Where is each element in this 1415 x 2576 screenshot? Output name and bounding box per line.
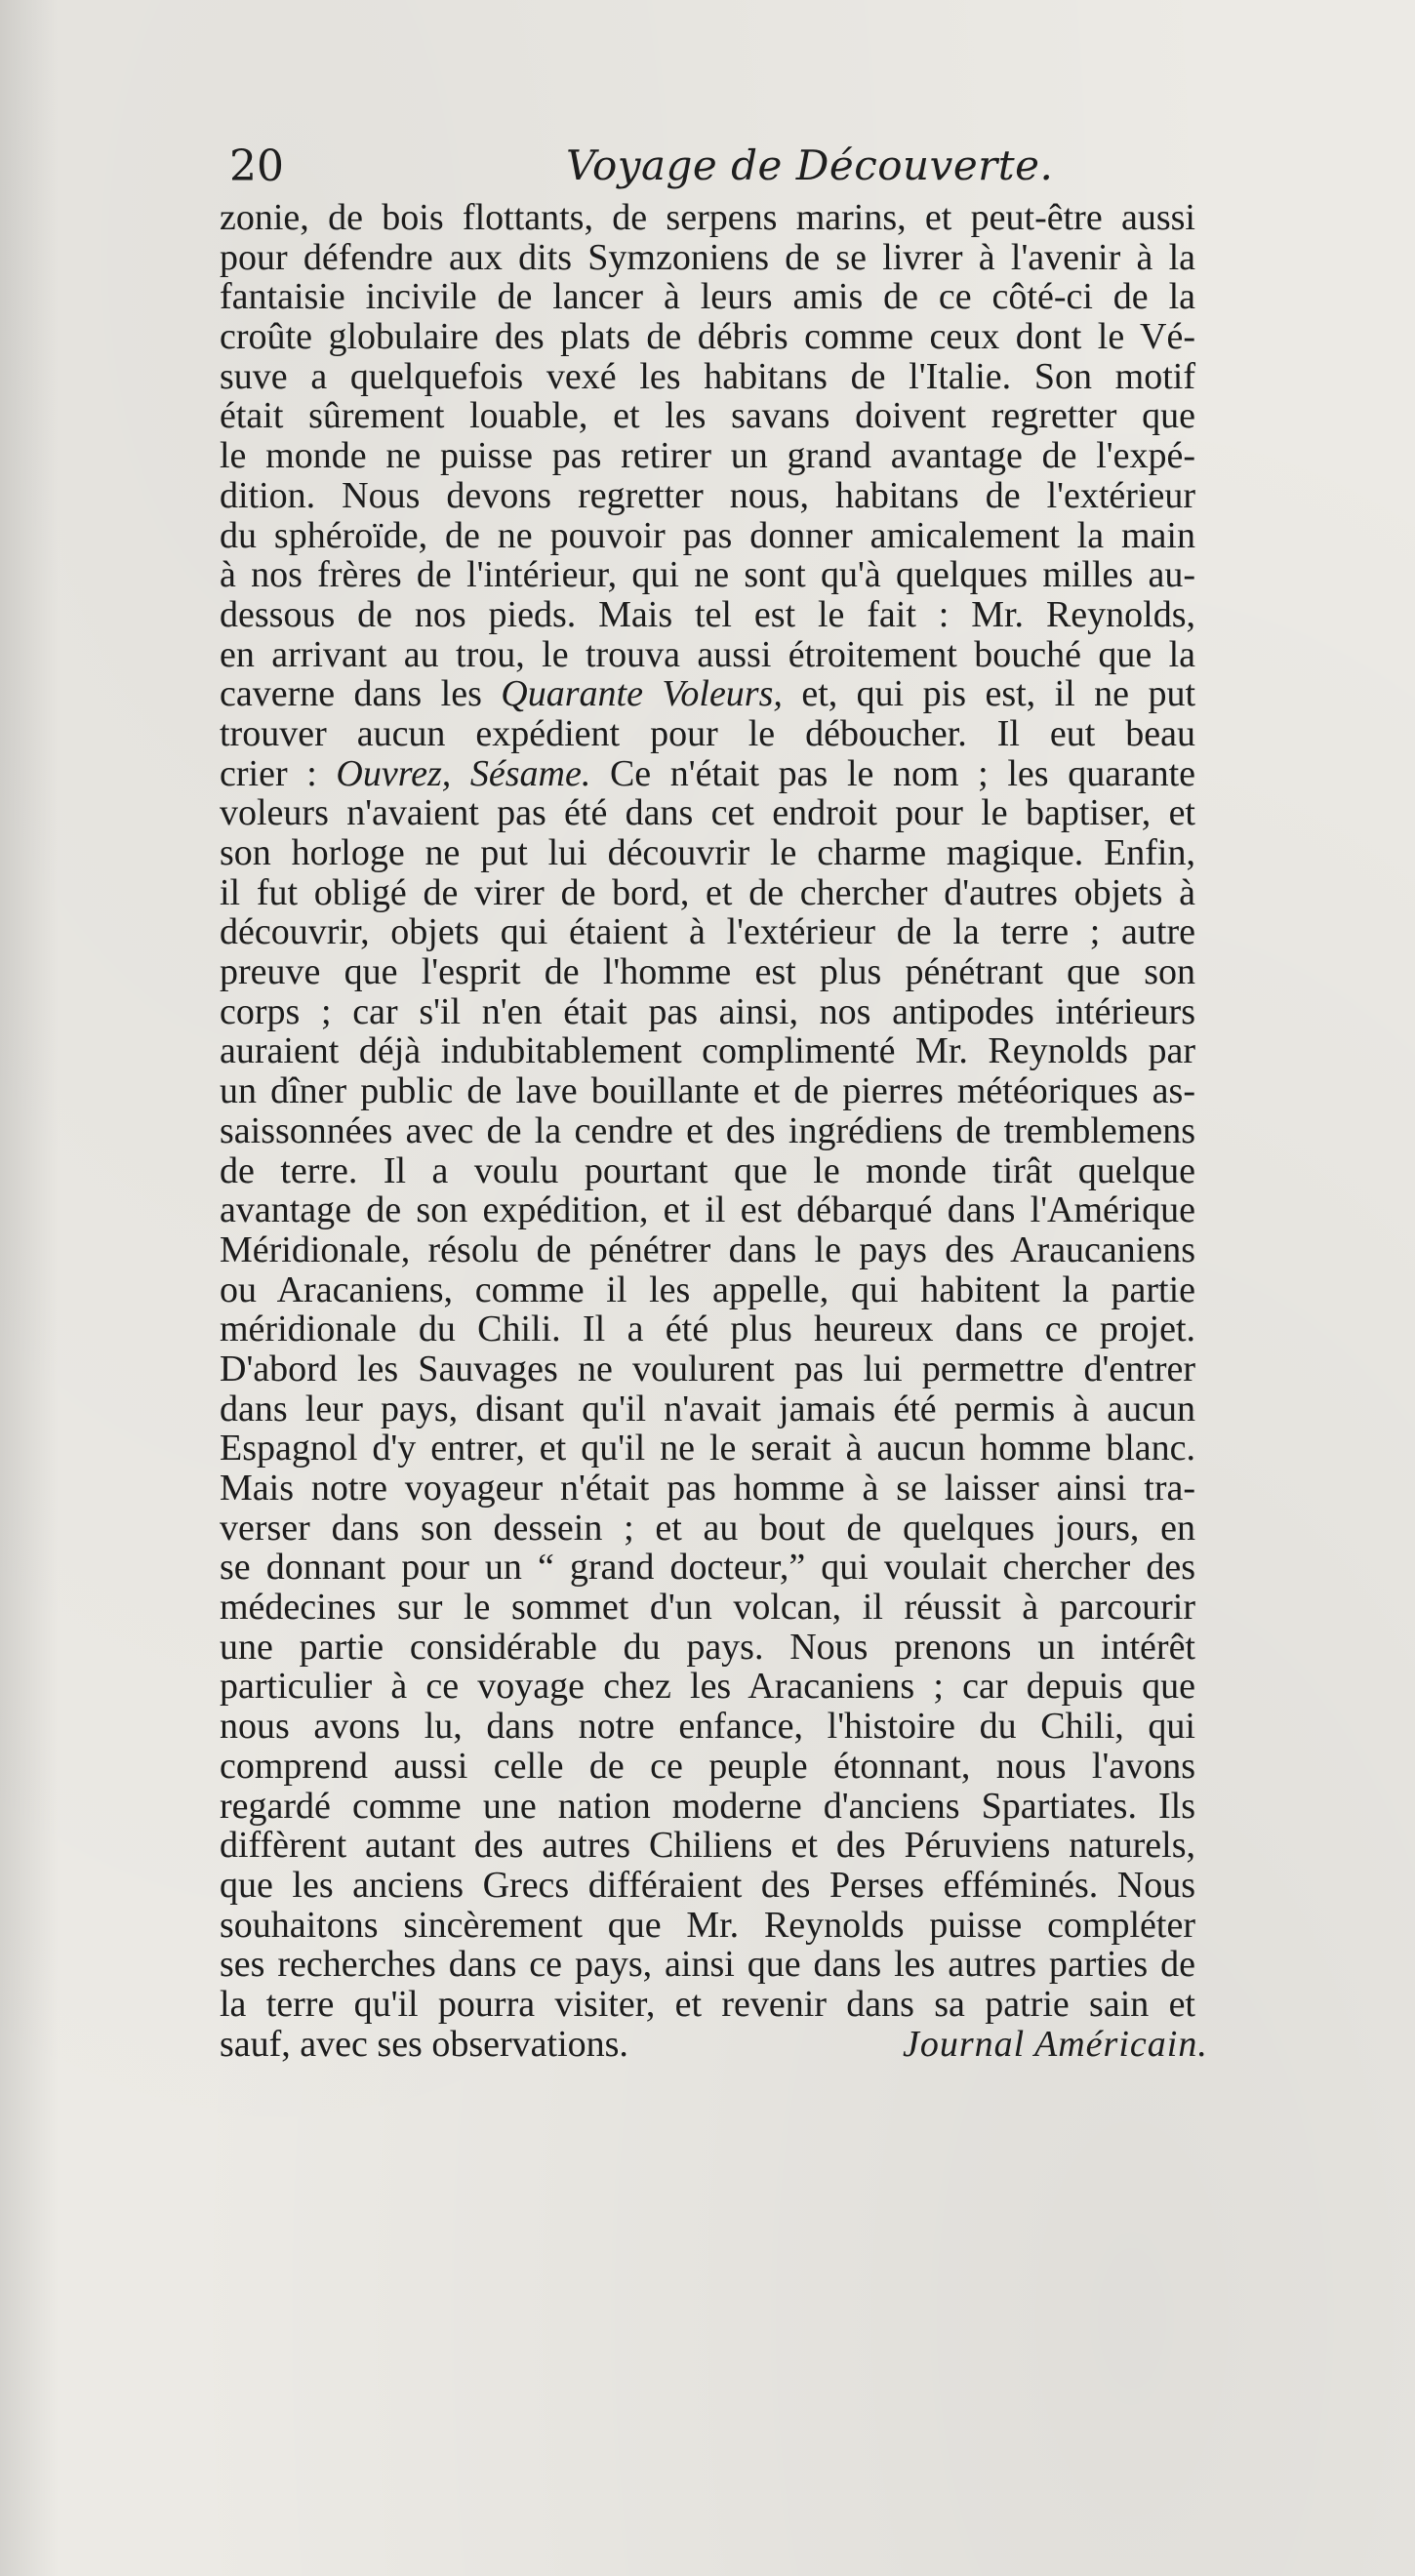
source-signature: Journal Américain. (903, 2023, 1208, 2065)
text-segment: diffèrent autant des autres Chiliens et des Péruviens naturels, (220, 1825, 1195, 1867)
text-segment: zonie, de bois flottants, de serpens marins, et peut-être aussi (220, 197, 1195, 238)
text-line (220, 198, 1195, 238)
text-segment: comprend aussi celle de ce peuple étonnant, nous l'avons (220, 1745, 1195, 1787)
text-segment: avantage de son expédition, et il est débarqué dans l'Amérique (220, 1189, 1195, 1231)
text-line (220, 357, 1195, 397)
text-segment: il fut obligé de virer de bord, et de chercher d'autres objets à (220, 871, 1195, 913)
text-line (220, 436, 1195, 476)
text-segment: trouver aucun expédient pour le déboucher. Il eut beau (220, 712, 1195, 754)
running-title: Voyage de Découverte. (566, 141, 1054, 189)
text-line (220, 1031, 1195, 1071)
text-segment: Quarante Voleurs, (501, 673, 783, 715)
text-segment: nous avons lu, dans notre enfance, l'histoire du Chili, qui (220, 1706, 1195, 1748)
text-segment: crier : (220, 752, 337, 794)
text-segment: découvrir, objets qui étaient à l'extérieur de la terre ; autre (220, 911, 1195, 953)
text-segment: le monde ne puisse pas retirer un grand avantage de l'expé- (220, 435, 1195, 477)
text-segment: Méridionale, résolu de pénétrer dans le pays des Araucaniens (220, 1228, 1195, 1270)
text-line (220, 833, 1195, 873)
text-segment: en arrivant au trou, le trouva aussi étroitement bouché que la (220, 633, 1195, 675)
text-segment: dition. Nous devons regretter nous, habitans de l'extérieur (220, 474, 1195, 516)
text-line (220, 793, 1195, 833)
text-segment: dans leur pays, disant qu'il n'avait jamais été permis à aucun (220, 1388, 1195, 1429)
text-segment: corps ; car s'il n'en était pas ainsi, nos antipodes intérieurs (220, 990, 1195, 1032)
text-segment: méridionale du Chili. Il a été plus heureux dans ce projet. (220, 1308, 1195, 1350)
text-line (220, 912, 1195, 952)
text-segment: ou Aracaniens, comme il les appelle, qui habitent la partie (220, 1268, 1195, 1310)
text-line (220, 1309, 1195, 1349)
text-segment: médecines sur le sommet d'un volcan, il réussit à parcourir (220, 1587, 1195, 1629)
text-line (220, 1667, 1195, 1707)
text-segment: sauf, avec ses observations. (220, 2023, 628, 2065)
text-line (220, 1230, 1195, 1270)
text-line (220, 595, 1195, 635)
article-body (220, 197, 1208, 2065)
text-line (220, 1826, 1195, 1866)
text-line (220, 714, 1195, 754)
text-line (220, 238, 1195, 278)
text-segment: D'abord les Sauvages ne voulurent pas lui permettre d'entrer (220, 1348, 1195, 1389)
text-segment: souhaitons sincèrement que Mr. Reynolds puisse compléter (220, 1904, 1195, 1946)
text-line (220, 1389, 1195, 1429)
text-line (220, 1429, 1195, 1469)
text-line (220, 1866, 1195, 1906)
text-line (220, 1151, 1195, 1191)
text-segment: à nos frères de l'intérieur, qui ne sont qu'à quelques milles au- (220, 554, 1195, 596)
text-segment: la terre qu'il pourra visiter, et revenir dans sa patrie sain et (220, 1983, 1195, 2025)
text-segment: caverne dans les (220, 673, 502, 715)
text-line (220, 1588, 1195, 1628)
text-line (220, 555, 1195, 595)
text-line (220, 674, 1195, 714)
text-segment: particulier à ce voyage chez les Aracaniens ; car depuis que (220, 1666, 1195, 1708)
text-segment: Espagnol d'y entrer, et qu'il ne le serait à aucun homme blanc. (220, 1428, 1195, 1469)
text-line (220, 1945, 1195, 1985)
text-segment: voleurs n'avaient pas été dans cet endroit pour le baptiser, et (220, 792, 1195, 834)
text-segment: un dîner public de lave bouillante et de pierres météoriques as- (220, 1070, 1195, 1112)
text-segment: croûte globulaire des plats de débris comme ceux dont le Vé- (220, 316, 1195, 358)
text-line (220, 1270, 1195, 1310)
text-segment: saissonnées avec de la cendre et des ingrédiens de tremblemens (220, 1109, 1195, 1151)
text-segment: Ce n'était pas le nom ; les quarante (590, 752, 1196, 794)
text-segment: suve a quelquefois vexé les habitans de l'Italie. Son motif (220, 355, 1195, 397)
text-line (220, 1906, 1195, 1946)
text-line (220, 277, 1195, 317)
text-segment: preuve que l'esprit de l'homme est plus pénétrant que son (220, 951, 1195, 993)
text-line (220, 1985, 1195, 2025)
text-line (220, 952, 1195, 992)
text-line (220, 516, 1195, 556)
text-line (220, 476, 1195, 516)
text-segment: son horloge ne put lui découvrir le charme magique. Enfin, (220, 832, 1195, 873)
text-line (220, 396, 1195, 436)
text-line (220, 1628, 1195, 1668)
text-line (220, 1707, 1195, 1747)
text-segment: Ouvrez, Sésame. (336, 752, 591, 794)
text-line (220, 1548, 1195, 1588)
text-line (220, 1349, 1195, 1389)
text-segment: du sphéroïde, de ne pouvoir pas donner amicalement la main (220, 514, 1195, 556)
text-segment: que les anciens Grecs différaient des Perses efféminés. Nous (220, 1864, 1195, 1906)
page-header (220, 132, 1195, 190)
text-segment: était sûrement louable, et les savans doivent regretter que (220, 395, 1195, 437)
text-segment: regardé comme une nation moderne d'anciens Spartiates. Ils (220, 1785, 1195, 1827)
text-segment: et, qui pis est, il ne put (782, 673, 1196, 715)
text-segment: de terre. Il a voulu pourtant que le monde tirât quelque (220, 1149, 1195, 1191)
text-line (220, 1190, 1195, 1230)
text-line (220, 1747, 1195, 1787)
text-segment: Mais notre voyageur n'était pas homme à se laisser ainsi tra- (220, 1468, 1195, 1509)
page-binding-shadow (0, 0, 59, 2576)
text-line (220, 1469, 1195, 1509)
text-segment: ses recherches dans ce pays, ainsi que dans les autres parties de (220, 1944, 1195, 1986)
text-line (220, 1787, 1195, 1827)
text-segment: pour défendre aux dits Symzoniens de se livrer à l'avenir à la (220, 236, 1195, 278)
text-segment: auraient déjà indubitablement complimenté Mr. Reynolds par (220, 1030, 1195, 1072)
text-line (220, 2023, 1208, 2065)
page-number: 20 (229, 141, 284, 191)
text-segment: fantaisie incivile de lancer à leurs amis de ce côté-ci de la (220, 276, 1195, 318)
text-segment: verser dans son dessein ; et au bout de quelques jours, en (220, 1507, 1195, 1549)
text-line (220, 317, 1195, 357)
text-line (220, 635, 1195, 675)
text-segment: une partie considérable du pays. Nous prenons un intérêt (220, 1626, 1195, 1668)
text-segment: dessous de nos pieds. Mais tel est le fait : Mr. Reynolds, (220, 593, 1195, 635)
text-line (220, 1071, 1195, 1111)
text-line (220, 1509, 1195, 1549)
text-line (220, 873, 1195, 913)
text-segment: se donnant pour un “ grand docteur,” qui voulait chercher des (220, 1547, 1195, 1589)
text-line (220, 754, 1195, 794)
text-line (220, 1111, 1195, 1151)
text-line (220, 992, 1195, 1032)
